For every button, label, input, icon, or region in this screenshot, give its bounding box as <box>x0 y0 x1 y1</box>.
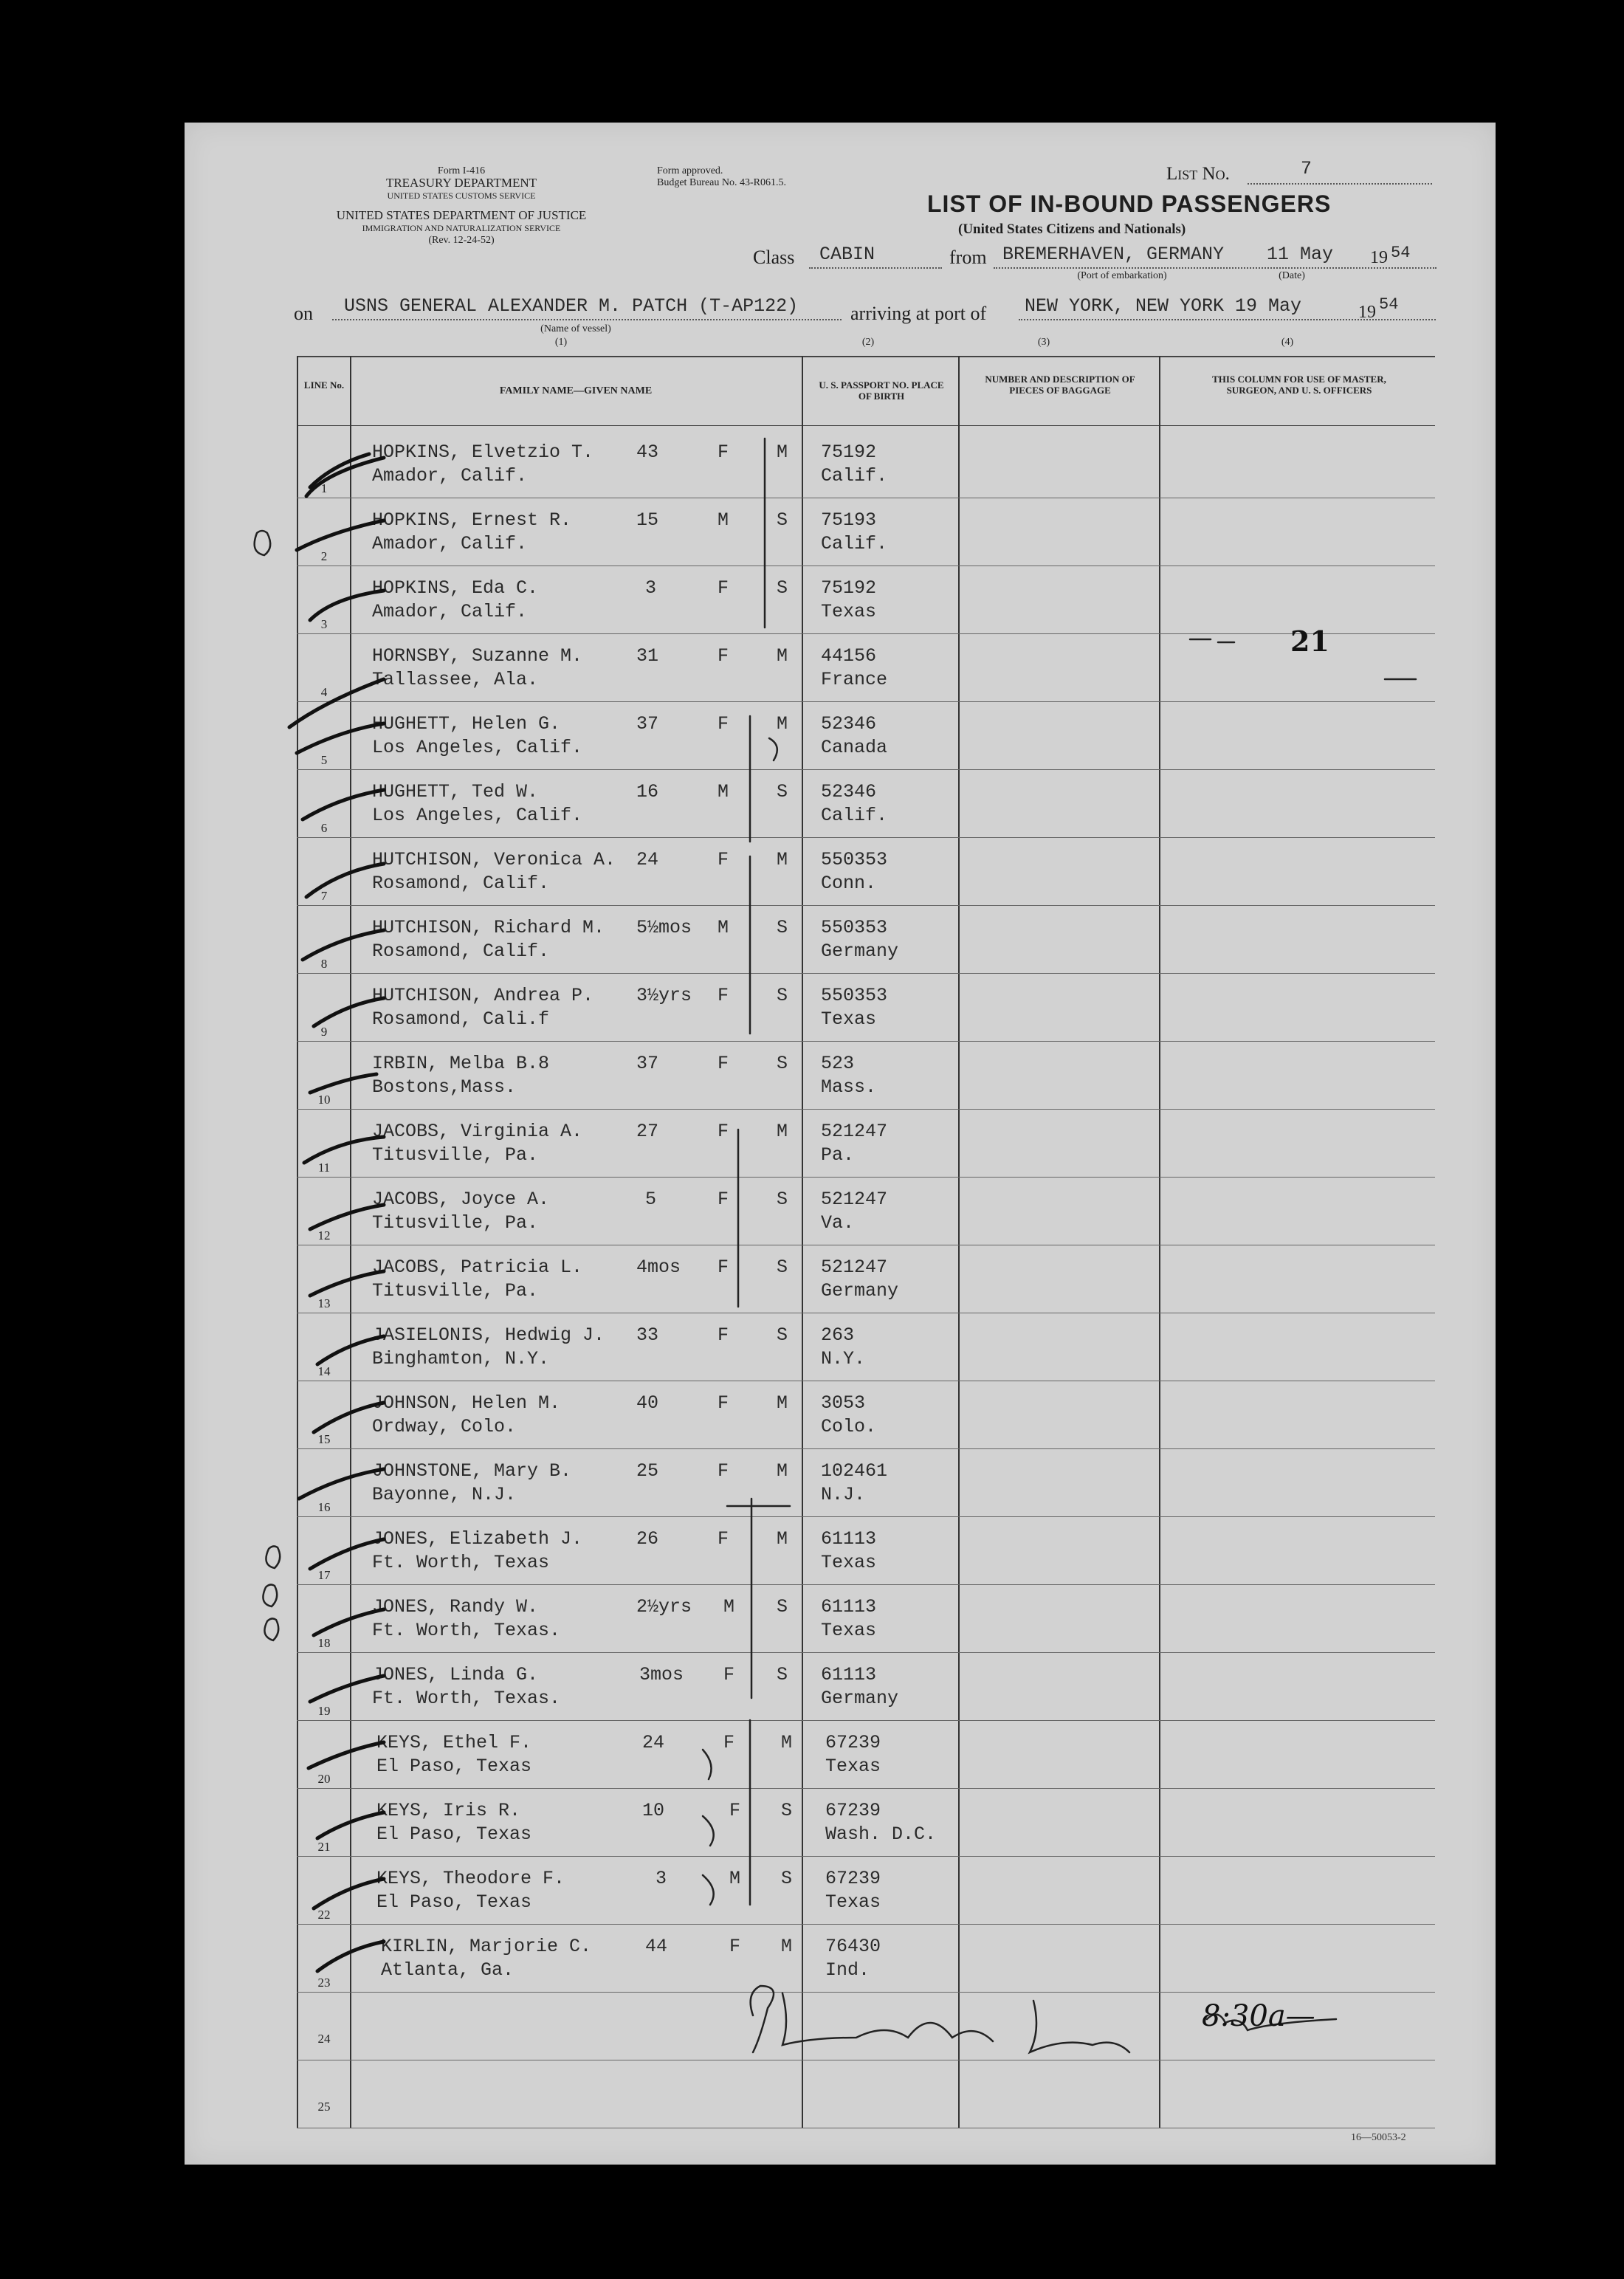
passenger-residence: Amador, Calif. <box>372 601 528 622</box>
passport-number: 75192 <box>821 441 877 463</box>
line-number: 6 <box>320 821 328 835</box>
row-separator <box>297 1788 1435 1789</box>
passport-number: 523 <box>821 1053 855 1074</box>
passenger-name: HORNSBY, Suzanne M. <box>372 645 583 667</box>
passport-number: 75193 <box>821 509 877 531</box>
arrival-year-prefix: 19 <box>1358 303 1376 322</box>
col-divider-baggage <box>1159 356 1160 2128</box>
line-number: 2 <box>320 549 328 563</box>
passenger-name: JOHNSTONE, Mary B. <box>372 1460 572 1482</box>
arrival-port: NEW YORK, NEW YORK 19 May <box>1025 295 1302 317</box>
birthplace: Texas <box>821 601 877 622</box>
passenger-name: JASIELONIS, Hedwig J. <box>372 1324 605 1346</box>
birthplace: Texas <box>825 1891 881 1913</box>
row-separator <box>297 1448 1435 1449</box>
birthplace: Va. <box>821 1212 855 1234</box>
passenger-age: 40 <box>636 1392 659 1414</box>
from-year: 54 <box>1391 244 1411 262</box>
row-separator <box>297 633 1435 634</box>
passenger-sex: F <box>718 849 729 870</box>
line-number: 10 <box>317 1093 331 1107</box>
list-number: 7 <box>1301 158 1312 179</box>
col-divider-passport <box>958 356 960 2128</box>
passenger-sex: F <box>718 1053 729 1074</box>
passenger-name: HUGHETT, Helen G. <box>372 713 561 735</box>
passenger-sex: F <box>718 1460 729 1482</box>
birthplace: N.Y. <box>821 1348 866 1369</box>
col-header-name: FAMILY NAME—GIVEN NAME <box>499 385 653 396</box>
passenger-residence: Bostons,Mass. <box>372 1076 517 1098</box>
col-header-baggage: NUMBER AND DESCRIPTION OF PIECES OF BAGGAGE <box>985 374 1135 396</box>
line-number: 23 <box>317 1976 331 1990</box>
passport-number: 75192 <box>821 577 877 599</box>
passport-number: 67239 <box>825 1868 881 1889</box>
revision-date: (Rev. 12-24-52) <box>428 235 495 246</box>
class-line <box>809 267 942 269</box>
passenger-marital: S <box>777 509 788 531</box>
passenger-age: 25 <box>636 1460 659 1482</box>
line-number: 14 <box>317 1364 331 1378</box>
passenger-age: 27 <box>636 1121 659 1142</box>
passenger-age: 3mos <box>639 1664 684 1685</box>
table-top-border <box>297 356 1435 357</box>
passenger-marital: S <box>781 1800 793 1821</box>
arriving-label: arriving at port of <box>850 303 987 324</box>
col-header-officers: THIS COLUMN FOR USE OF MASTER, SURGEON, AND U. S. OFFICERS <box>1212 374 1386 396</box>
passenger-age: 43 <box>636 441 659 463</box>
passenger-sex: F <box>718 1392 729 1414</box>
vessel-name: USNS GENERAL ALEXANDER M. PATCH (T-AP122) <box>344 295 799 317</box>
passport-number: 52346 <box>821 713 877 735</box>
passenger-marital: M <box>781 1732 793 1753</box>
passport-number: 263 <box>821 1324 855 1346</box>
justice-dept: UNITED STATES DEPARTMENT OF JUSTICE <box>336 208 587 222</box>
row-separator <box>297 1041 1435 1042</box>
passenger-marital: M <box>777 713 788 735</box>
passenger-age: 24 <box>642 1732 665 1753</box>
passenger-age: 3½yrs <box>636 985 692 1006</box>
passenger-name: KIRLIN, Marjorie C. <box>381 1936 592 1957</box>
line-number: 11 <box>317 1161 331 1175</box>
passenger-residence: Titusville, Pa. <box>372 1280 539 1302</box>
ins-service: IMMIGRATION AND NATURALIZATION SERVICE <box>362 223 561 233</box>
line-number: 22 <box>317 1908 331 1922</box>
from-label: from <box>949 247 987 268</box>
passenger-sex: M <box>718 917 729 938</box>
passport-number: 44156 <box>821 645 877 667</box>
passenger-age: 44 <box>645 1936 668 1957</box>
passenger-residence: Amador, Calif. <box>372 533 528 554</box>
line-number: 13 <box>317 1296 331 1310</box>
col-divider-line <box>350 356 351 2128</box>
passenger-sex: F <box>723 1732 735 1753</box>
birthplace: Pa. <box>821 1144 855 1166</box>
passenger-residence: Los Angeles, Calif. <box>372 737 583 758</box>
birthplace: Mass. <box>821 1076 877 1098</box>
passenger-sex: F <box>718 1257 729 1278</box>
passenger-residence: Los Angeles, Calif. <box>372 805 583 826</box>
page-title: LIST OF IN-BOUND PASSENGERS <box>927 190 1332 217</box>
row-separator <box>297 1652 1435 1653</box>
passenger-name: JACOBS, Patricia L. <box>372 1257 583 1278</box>
passenger-marital: M <box>777 1392 788 1414</box>
birthplace: Germany <box>821 1688 899 1709</box>
passenger-marital: M <box>781 1936 793 1957</box>
passenger-marital: M <box>777 645 788 667</box>
birthplace: Texas <box>825 1756 881 1777</box>
officer-count: 21 <box>1290 625 1329 658</box>
line-number: 8 <box>320 957 328 971</box>
arrival-line <box>1019 319 1436 320</box>
birthplace: Conn. <box>821 873 877 894</box>
form-approved: Form approved. <box>657 165 723 176</box>
passenger-marital: S <box>777 985 788 1006</box>
passenger-residence: El Paso, Texas <box>376 1823 532 1845</box>
passenger-age: 5½mos <box>636 917 692 938</box>
passenger-residence: Rosamond, Cali.f <box>372 1008 550 1030</box>
form-footer: 16—50053-2 <box>1351 2132 1406 2143</box>
passport-number: 67239 <box>825 1732 881 1753</box>
passport-number: 61113 <box>821 1528 877 1550</box>
passenger-residence: Bayonne, N.J. <box>372 1484 517 1505</box>
row-separator <box>297 1856 1435 1857</box>
passenger-marital: M <box>777 1528 788 1550</box>
row-separator <box>297 701 1435 702</box>
line-number: 4 <box>320 685 328 699</box>
passenger-residence: Binghamton, N.Y. <box>372 1348 550 1369</box>
row-separator <box>297 905 1435 906</box>
passenger-residence: Tallassee, Ala. <box>372 669 539 690</box>
birthplace: Germany <box>821 941 899 962</box>
passenger-name: HOPKINS, Eda C. <box>372 577 539 599</box>
birthplace: Calif. <box>821 465 888 487</box>
passenger-marital: S <box>777 1596 788 1618</box>
passenger-residence: El Paso, Texas <box>376 1891 532 1913</box>
passenger-marital: S <box>777 1189 788 1210</box>
col-header-passport: U. S. PASSPORT NO. PLACE OF BIRTH <box>819 379 944 402</box>
line-number: 1 <box>320 481 328 495</box>
passenger-marital: S <box>777 1324 788 1346</box>
passenger-residence: Ft. Worth, Texas <box>372 1552 550 1573</box>
passenger-marital: S <box>777 1664 788 1685</box>
passenger-name: HOPKINS, Elvetzio T. <box>372 441 594 463</box>
passenger-age: 3 <box>656 1868 667 1889</box>
birthplace: Ind. <box>825 1959 870 1981</box>
date-caption: (Date) <box>1279 270 1305 281</box>
passenger-sex: F <box>718 1324 729 1346</box>
line-number: 17 <box>317 1568 331 1582</box>
line-number: 16 <box>317 1500 331 1514</box>
birthplace: Calif. <box>821 805 888 826</box>
on-label: on <box>294 303 313 324</box>
birthplace: Texas <box>821 1008 877 1030</box>
treasury-dept: TREASURY DEPARTMENT <box>385 176 537 190</box>
line-number: 5 <box>320 753 328 767</box>
table-left-border <box>297 356 298 2128</box>
passenger-residence: Rosamond, Calif. <box>372 873 550 894</box>
passenger-residence: Titusville, Pa. <box>372 1212 539 1234</box>
passenger-marital: S <box>777 1257 788 1278</box>
passenger-marital: M <box>777 849 788 870</box>
from-port: BREMERHAVEN, GERMANY <box>1002 244 1225 265</box>
passenger-name: HOPKINS, Ernest R. <box>372 509 572 531</box>
row-separator <box>297 973 1435 974</box>
passport-number: 61113 <box>821 1596 877 1618</box>
row-separator <box>297 837 1435 838</box>
birthplace: Wash. D.C. <box>825 1823 937 1845</box>
passenger-age: 24 <box>636 849 659 870</box>
passport-number: 76430 <box>825 1936 881 1957</box>
passenger-sex: F <box>718 985 729 1006</box>
class-label: Class <box>753 247 795 268</box>
customs-service: UNITED STATES CUSTOMS SERVICE <box>387 190 536 201</box>
line-number: 3 <box>320 617 328 631</box>
passenger-age: 2½yrs <box>636 1596 692 1618</box>
line-number: 20 <box>317 1772 331 1786</box>
passenger-name: IRBIN, Melba B.8 <box>372 1053 550 1074</box>
passenger-residence: Ordway, Colo. <box>372 1416 517 1437</box>
passport-number: 550353 <box>821 917 888 938</box>
passenger-sex: F <box>718 645 729 667</box>
passenger-marital: M <box>777 441 788 463</box>
passenger-age: 37 <box>636 1053 659 1074</box>
passenger-marital: S <box>777 917 788 938</box>
passenger-marital: S <box>781 1868 793 1889</box>
line-number: 7 <box>320 889 328 903</box>
passenger-residence: Ft. Worth, Texas. <box>372 1620 561 1641</box>
passport-number: 521247 <box>821 1121 888 1142</box>
passenger-residence: Titusville, Pa. <box>372 1144 539 1166</box>
birthplace: France <box>821 669 888 690</box>
birthplace: Calif. <box>821 533 888 554</box>
birthplace: Colo. <box>821 1416 877 1437</box>
line-number: 24 <box>317 2032 331 2046</box>
passenger-residence: Rosamond, Calif. <box>372 941 550 962</box>
col-num-1: (1) <box>554 337 568 348</box>
passport-number: 521247 <box>821 1189 888 1210</box>
passport-number: 550353 <box>821 985 888 1006</box>
line-number: 18 <box>317 1636 331 1650</box>
port-embark-caption: (Port of embarkation) <box>1077 270 1167 281</box>
line-number: 25 <box>317 2100 331 2114</box>
passenger-age: 37 <box>636 713 659 735</box>
arrival-year: 54 <box>1379 295 1399 314</box>
passenger-name: JACOBS, Joyce A. <box>372 1189 550 1210</box>
passenger-name: HUTCHISON, Richard M. <box>372 917 605 938</box>
row-separator <box>297 1109 1435 1110</box>
manifest-sheet <box>185 123 1496 2165</box>
passenger-age: 26 <box>636 1528 659 1550</box>
passenger-sex: F <box>718 577 729 599</box>
col-divider-name <box>802 356 803 2128</box>
col-header-line: LINE No. <box>303 379 345 391</box>
passport-number: 67239 <box>825 1800 881 1821</box>
row-separator <box>297 1924 1435 1925</box>
passenger-sex: F <box>729 1800 741 1821</box>
passenger-age: 15 <box>636 509 659 531</box>
from-year-prefix: 19 <box>1370 248 1388 267</box>
line-number: 9 <box>320 1025 328 1039</box>
passenger-sex: F <box>718 441 729 463</box>
passenger-sex: F <box>718 713 729 735</box>
passenger-name: HUTCHISON, Veronica A. <box>372 849 616 870</box>
line-number: 12 <box>317 1228 331 1242</box>
vessel-line <box>332 319 842 320</box>
row-separator <box>297 1720 1435 1721</box>
list-no-label: List No. <box>1166 164 1230 184</box>
form-number: Form I-416 <box>437 165 486 176</box>
passenger-name: JACOBS, Virginia A. <box>372 1121 583 1142</box>
passenger-sex: F <box>718 1121 729 1142</box>
birthplace: Texas <box>821 1620 877 1641</box>
passenger-age: 16 <box>636 781 659 802</box>
passenger-residence: El Paso, Texas <box>376 1756 532 1777</box>
passenger-name: KEYS, Theodore F. <box>376 1868 565 1889</box>
row-separator <box>297 1584 1435 1585</box>
passenger-marital: S <box>777 781 788 802</box>
passenger-residence: Atlanta, Ga. <box>381 1959 515 1981</box>
class-value: CABIN <box>819 244 875 265</box>
col-num-2: (2) <box>861 337 875 348</box>
passenger-sex: F <box>718 1528 729 1550</box>
birthplace: Canada <box>821 737 888 758</box>
passport-number: 521247 <box>821 1257 888 1278</box>
row-separator <box>297 1177 1435 1178</box>
line-number: 21 <box>317 1840 331 1854</box>
passenger-residence: Ft. Worth, Texas. <box>372 1688 561 1709</box>
passenger-name: JONES, Elizabeth J. <box>372 1528 583 1550</box>
header-bottom-border <box>297 425 1435 426</box>
passport-number: 550353 <box>821 849 888 870</box>
budget-bureau: Budget Bureau No. 43-R061.5. <box>657 177 786 188</box>
passenger-sex: M <box>718 509 729 531</box>
passenger-sex: F <box>718 1189 729 1210</box>
birthplace: N.J. <box>821 1484 866 1505</box>
line-number: 19 <box>317 1704 331 1718</box>
passenger-name: HUTCHISON, Andrea P. <box>372 985 594 1006</box>
passenger-age: 31 <box>636 645 659 667</box>
row-separator <box>297 769 1435 770</box>
from-line <box>994 267 1437 269</box>
birthplace: Texas <box>821 1552 877 1573</box>
list-no-line <box>1248 183 1432 185</box>
passenger-age: 33 <box>636 1324 659 1346</box>
birthplace: Germany <box>821 1280 899 1302</box>
passenger-sex: F <box>729 1936 741 1957</box>
passenger-marital: M <box>777 1121 788 1142</box>
passenger-name: JOHNSON, Helen M. <box>372 1392 561 1414</box>
passenger-name: KEYS, Ethel F. <box>376 1732 532 1753</box>
passenger-marital: S <box>777 577 788 599</box>
passenger-name: JONES, Linda G. <box>372 1664 539 1685</box>
time-annotation: 8:30a— <box>1202 1999 1315 2033</box>
passenger-age: 10 <box>642 1800 665 1821</box>
passenger-sex: M <box>718 781 729 802</box>
vessel-caption: (Name of vessel) <box>540 323 611 334</box>
passport-number: 3053 <box>821 1392 866 1414</box>
from-date: 11 May <box>1267 244 1334 265</box>
row-separator <box>297 1516 1435 1517</box>
passenger-age: 3 <box>645 577 657 599</box>
passenger-sex: M <box>723 1596 735 1618</box>
col-num-4: (4) <box>1281 337 1294 348</box>
passenger-residence: Amador, Calif. <box>372 465 528 487</box>
passenger-sex: M <box>729 1868 741 1889</box>
line-number: 15 <box>317 1432 331 1446</box>
passenger-age: 5 <box>645 1189 657 1210</box>
passenger-marital: S <box>777 1053 788 1074</box>
passenger-name: JONES, Randy W. <box>372 1596 539 1618</box>
passenger-age: 4mos <box>636 1257 681 1278</box>
passenger-sex: F <box>723 1664 735 1685</box>
col-num-3: (3) <box>1037 337 1050 348</box>
page-subtitle: (United States Citizens and Nationals) <box>958 221 1186 237</box>
passport-number: 61113 <box>821 1664 877 1685</box>
passenger-marital: M <box>777 1460 788 1482</box>
passport-number: 52346 <box>821 781 877 802</box>
passport-number: 102461 <box>821 1460 888 1482</box>
passenger-name: KEYS, Iris R. <box>376 1800 521 1821</box>
passenger-name: HUGHETT, Ted W. <box>372 781 539 802</box>
